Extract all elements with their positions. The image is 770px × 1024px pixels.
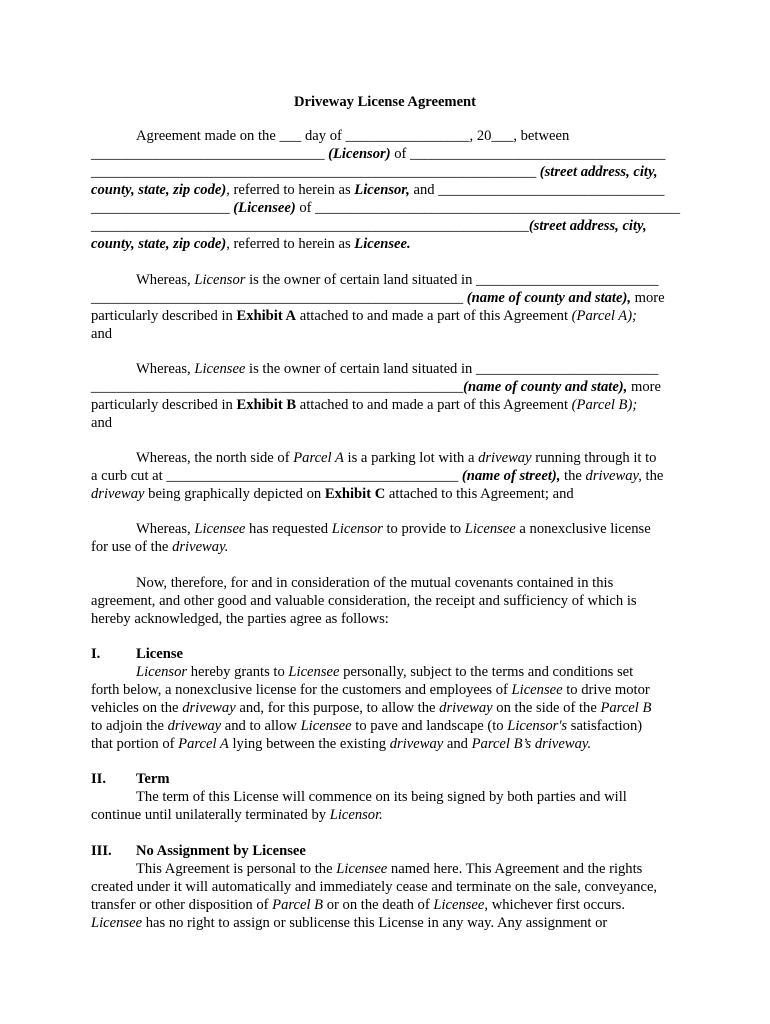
parties-line-3: _____________________________________________________________ (street address, city, <box>91 164 658 180</box>
section-1-line-3: vehicles on the driveway and, for this purpose, to allow the driveway on the side of the Parcel B <box>91 700 652 716</box>
section-3-heading: No Assignment by Licensee <box>136 843 306 859</box>
section-2-number: II. <box>91 771 107 787</box>
section-1-line-1: Licensor hereby grants to Licensee personally, subject to the terms and conditions set <box>136 664 634 680</box>
section-3-line-3: transfer or other disposition of Parcel B or on the death of Licensee, whichever first occurs. <box>91 897 626 913</box>
whereas-2-line-2: ___________________________________________________(name of county and state), more <box>91 379 661 395</box>
whereas-1-line-1: Whereas, Licensor is the owner of certain land situated in _________________________ <box>136 272 659 288</box>
section-2-heading: Term <box>136 771 170 787</box>
whereas-2-line-3: particularly described in Exhibit B attached to and made a part of this Agreement (Parcel B); <box>91 397 638 413</box>
whereas-1-line-3: particularly described in Exhibit A attached to and made a part of this Agreement (Parcel A); <box>91 308 637 324</box>
parties-line-4: county, state, zip code), referred to herein as Licensor, and _______________________________ <box>91 182 665 198</box>
section-1-line-2: forth below, a nonexclusive license for the customers and employees of Licensee to drive motor <box>91 682 650 698</box>
section-2-line-2: continue until unilaterally terminated by Licensor. <box>91 807 383 823</box>
section-3-line-1: This Agreement is personal to the Licensee named here. This Agreement and the rights <box>136 861 643 877</box>
whereas-2-line-1: Whereas, Licensee is the owner of certain land situated in _________________________ <box>136 361 659 377</box>
now-therefore-line-1: Now, therefore, for and in consideration of the mutual covenants contained in this <box>136 575 614 591</box>
parties-line-1: Agreement made on the ___ day of _________________, 20___, between <box>136 128 570 144</box>
section-3-line-4: Licensee has no right to assign or sublicense this License in any way. Any assignment or <box>91 915 608 931</box>
section-2-line-1: The term of this License will commence on its being signed by both parties and will <box>136 789 627 805</box>
whereas-1-line-4: and <box>91 326 113 342</box>
parties-line-7: county, state, zip code), referred to herein as Licensee. <box>91 236 411 252</box>
parties-line-5: ___________________ (Licensee) of __________________________________________________ <box>91 200 681 216</box>
whereas-2-line-4: and <box>91 415 113 431</box>
whereas-1-line-2: ___________________________________________________ (name of county and state), more <box>91 290 665 306</box>
section-1-heading: License <box>136 646 184 662</box>
whereas-4-line-2: for use of the driveway. <box>91 539 229 555</box>
whereas-3-line-1: Whereas, the north side of Parcel A is a parking lot with a driveway running through it to <box>136 450 657 466</box>
whereas-3-line-2: a curb cut at ________________________________________ (name of street), the driveway, the <box>91 468 664 484</box>
section-1-number: I. <box>91 646 101 662</box>
now-therefore-line-2: agreement, and other good and valuable consideration, the receipt and sufficiency of which is <box>91 593 637 609</box>
whereas-3-line-3: driveway being graphically depicted on Exhibit C attached to this Agreement; and <box>91 486 574 502</box>
whereas-4-line-1: Whereas, Licensee has requested Licensor to provide to Licensee a nonexclusive license <box>136 521 651 537</box>
section-1-line-4: to adjoin the driveway and to allow Licensee to pave and landscape (to Licensor's satisfaction) <box>91 718 643 734</box>
document-title: Driveway License Agreement <box>293 94 477 110</box>
parties-line-2: ________________________________ (Licensor) of ___________________________________ <box>91 146 666 162</box>
section-1-line-5: that portion of Parcel A lying between the existing driveway and Parcel B’s driveway. <box>91 736 592 752</box>
parties-line-6: ____________________________________________________________(street address, city, <box>91 218 647 234</box>
section-3-line-2: created under it will automatically and immediately cease and terminate on the sale, conveyance, <box>91 879 658 895</box>
now-therefore-line-3: hereby acknowledged, the parties agree as follows: <box>91 611 389 627</box>
section-3-number: III. <box>91 843 112 859</box>
